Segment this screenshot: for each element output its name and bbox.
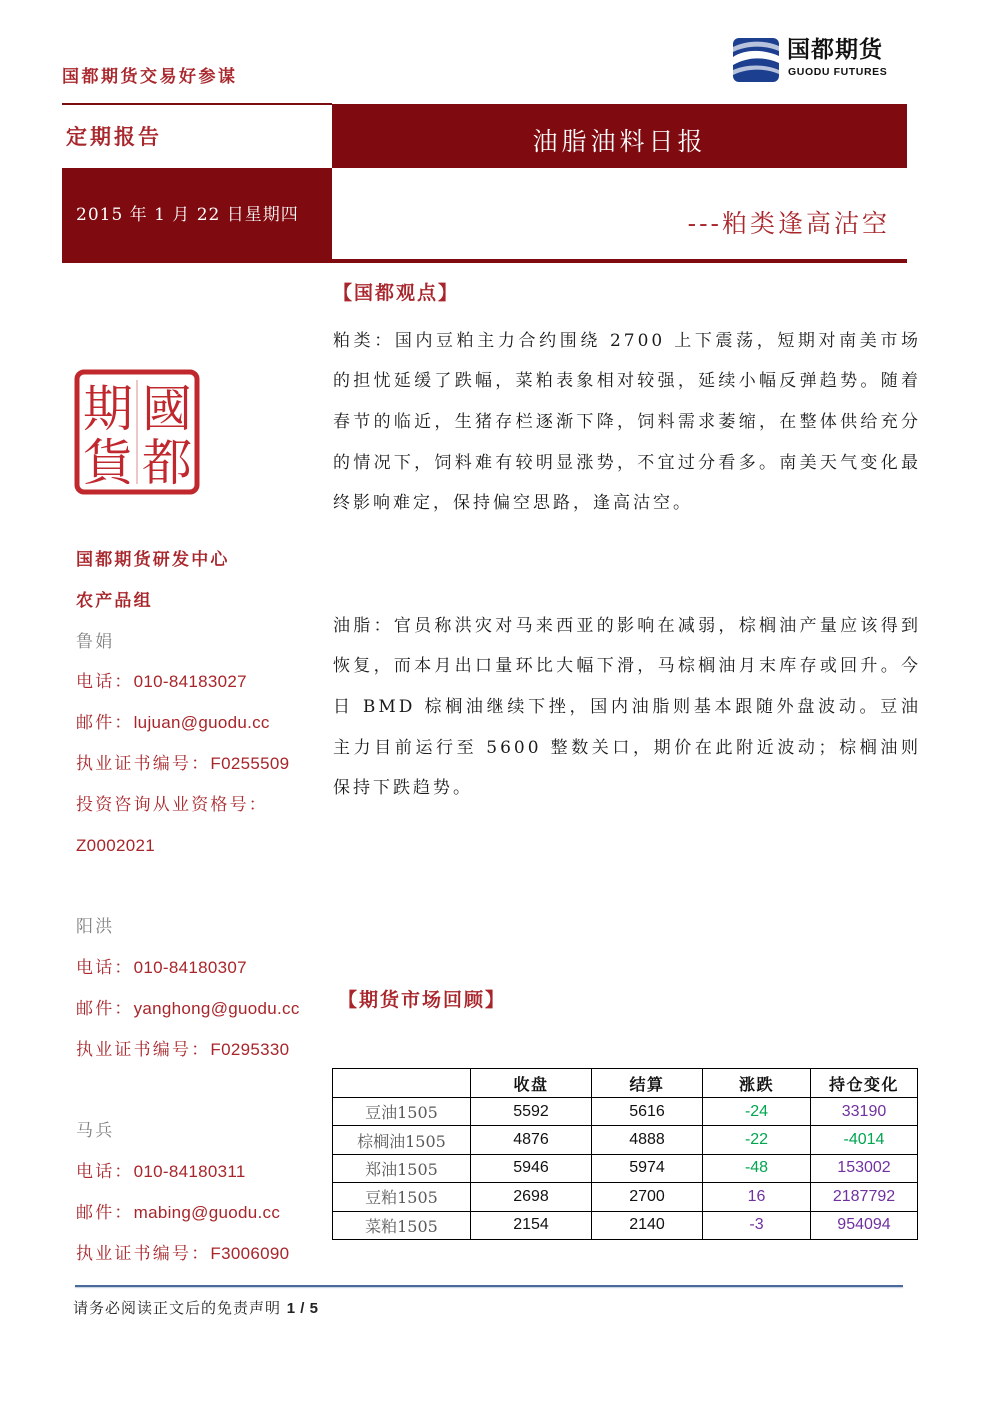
research-center: 国都期货研发中心 bbox=[76, 550, 230, 570]
futures-market-table bbox=[332, 1068, 918, 1240]
change-cell: -3 bbox=[703, 1211, 811, 1239]
seal-char-top-right: 國 bbox=[142, 380, 192, 438]
contract-cell: 豆油1505 bbox=[333, 1098, 471, 1126]
contract-cell: 豆粕1505 bbox=[333, 1183, 471, 1211]
cert-value: F0295330 bbox=[210, 1039, 290, 1059]
table-row bbox=[333, 1098, 918, 1126]
phone-value: 010-84180311 bbox=[133, 1161, 246, 1181]
close-cell: 5946 bbox=[471, 1154, 592, 1182]
footer-rule bbox=[75, 1285, 903, 1287]
market-review-heading: 【期货市场回顾】 bbox=[338, 989, 507, 1011]
analyst-name: 鲁娟 bbox=[76, 631, 115, 652]
change-cell: -48 bbox=[703, 1154, 811, 1182]
oi-change-cell: -4014 bbox=[811, 1126, 918, 1154]
header-tagline: 国都期货交易好参谋 bbox=[62, 67, 238, 87]
close-cell: 2154 bbox=[471, 1211, 592, 1239]
analyst-certificate bbox=[76, 744, 326, 785]
viewpoint-heading: 【国都观点】 bbox=[333, 282, 460, 304]
header-close: 收盘 bbox=[471, 1069, 592, 1098]
email-label: 邮件： bbox=[76, 713, 134, 734]
oi-change-cell: 153002 bbox=[811, 1154, 918, 1182]
company-seal bbox=[73, 368, 201, 496]
email-value: yanghong@guodu.cc bbox=[133, 998, 300, 1018]
contract-cell: 菜粕1505 bbox=[333, 1211, 471, 1239]
close-cell: 5592 bbox=[471, 1098, 592, 1126]
email-value: mabing@guodu.cc bbox=[133, 1202, 281, 1222]
header-oi-change: 持仓变化 bbox=[811, 1069, 918, 1098]
report-title: 油脂油料日报 bbox=[532, 127, 707, 156]
report-date: 2015 年 1 月 22 日星期四 bbox=[76, 205, 299, 225]
change-cell: 16 bbox=[703, 1183, 811, 1211]
table-row bbox=[333, 1211, 918, 1239]
page-number: 1 / 5 bbox=[286, 1300, 319, 1317]
oi-change-cell: 2187792 bbox=[811, 1183, 918, 1211]
company-logo bbox=[733, 36, 905, 84]
table-header-row bbox=[333, 1069, 918, 1098]
phone-label: 电话： bbox=[76, 672, 134, 693]
phone-value: 010-84183027 bbox=[133, 672, 247, 692]
cert-label: 执业证书编号： bbox=[76, 753, 211, 774]
phone-value: 010-84180307 bbox=[133, 957, 247, 977]
settle-cell: 4888 bbox=[592, 1126, 703, 1154]
spacer bbox=[76, 866, 326, 907]
oi-change-cell: 33190 bbox=[811, 1098, 918, 1126]
oi-change-cell: 954094 bbox=[811, 1211, 918, 1239]
header-settle: 结算 bbox=[592, 1069, 703, 1098]
analyst-consult-value: Z0002021 bbox=[76, 835, 155, 855]
report-subtitle: ---粕类逢高沽空 bbox=[687, 209, 890, 238]
table-row bbox=[333, 1126, 918, 1154]
footer bbox=[73, 1298, 318, 1319]
analyst-certificate bbox=[76, 1030, 326, 1071]
disclaimer-note: 请务必阅读正文后的免责声明 bbox=[73, 1299, 282, 1317]
contract-cell: 郑油1505 bbox=[333, 1154, 471, 1182]
change-cell: -22 bbox=[703, 1126, 811, 1154]
spacer bbox=[76, 1070, 326, 1111]
research-group: 农产品组 bbox=[76, 590, 153, 611]
email-label: 邮件： bbox=[76, 1202, 134, 1223]
analyst-name: 阳洪 bbox=[76, 917, 115, 938]
banner-bottom-rule bbox=[62, 259, 907, 263]
table-row bbox=[333, 1154, 918, 1182]
seal-char-bottom-left: 貨 bbox=[83, 434, 133, 492]
cert-label: 执业证书编号： bbox=[76, 1039, 211, 1060]
guodu-logo-icon bbox=[733, 38, 779, 82]
settle-cell: 2140 bbox=[592, 1211, 703, 1239]
meal-viewpoint-paragraph: 粕类：国内豆粕主力合约围绕 2700 上下震荡，短期对南美市场的担忧延缓了跌幅，菜粕表象相对较强，延续小幅反弹趋势。随着春节的临近，生猪存栏逐渐下降，饲料需求萎缩，在整体供给充分的情况下，饲料难有较明显涨势，不宜过分看多。南美天气变化最终影响难定，保持偏空思路，逢高沽空。 bbox=[333, 330, 921, 514]
cert-label: 执业证书编号： bbox=[76, 1243, 211, 1264]
seal-char-top-left: 期 bbox=[83, 380, 133, 438]
email-value: lujuan@guodu.cc bbox=[133, 713, 270, 733]
analyst-consult-label: 投资咨询从业资格号： bbox=[76, 794, 268, 815]
change-cell: -24 bbox=[703, 1098, 811, 1126]
logo-name-en: GUODU FUTURES bbox=[788, 66, 888, 78]
banner-top-rule bbox=[62, 103, 332, 105]
analyst-phone bbox=[76, 662, 326, 703]
cert-value: F0255509 bbox=[210, 753, 290, 773]
cert-value: F3006090 bbox=[210, 1243, 290, 1263]
header-change: 涨跌 bbox=[703, 1069, 811, 1098]
header-contract bbox=[333, 1069, 471, 1098]
analyst-email bbox=[76, 1193, 326, 1234]
email-label: 邮件： bbox=[76, 998, 134, 1019]
seal-char-bottom-right: 都 bbox=[142, 434, 192, 492]
close-cell: 4876 bbox=[471, 1126, 592, 1154]
settle-cell: 2700 bbox=[592, 1183, 703, 1211]
analyst-phone bbox=[76, 1152, 326, 1193]
analyst-email bbox=[76, 703, 326, 744]
analyst-email bbox=[76, 989, 326, 1030]
phone-label: 电话： bbox=[76, 957, 134, 978]
settle-cell: 5974 bbox=[592, 1154, 703, 1182]
table-row bbox=[333, 1183, 918, 1211]
report-category: 定期报告 bbox=[66, 124, 162, 149]
logo-name-cn: 国都期货 bbox=[787, 37, 883, 63]
analyst-contacts bbox=[76, 540, 326, 1274]
phone-label: 电话： bbox=[76, 1161, 134, 1182]
contract-cell: 棕榈油1505 bbox=[333, 1126, 471, 1154]
analyst-certificate bbox=[76, 1234, 326, 1275]
analyst-name: 马兵 bbox=[76, 1121, 115, 1142]
close-cell: 2698 bbox=[471, 1183, 592, 1211]
oil-viewpoint-paragraph: 油脂：官员称洪灾对马来西亚的影响在减弱，棕榈油产量应该得到恢复，而本月出口量环比大幅下滑，马棕榈油月末库存或回升。今日 BMD 棕榈油继续下挫，国内油脂则基本跟随外盘波动。豆油主力目前运行至 5600 整数关口，期价在此附近波动；棕榈油则保持下跌趋势。 bbox=[333, 615, 921, 799]
settle-cell: 5616 bbox=[592, 1098, 703, 1126]
analyst-phone bbox=[76, 948, 326, 989]
